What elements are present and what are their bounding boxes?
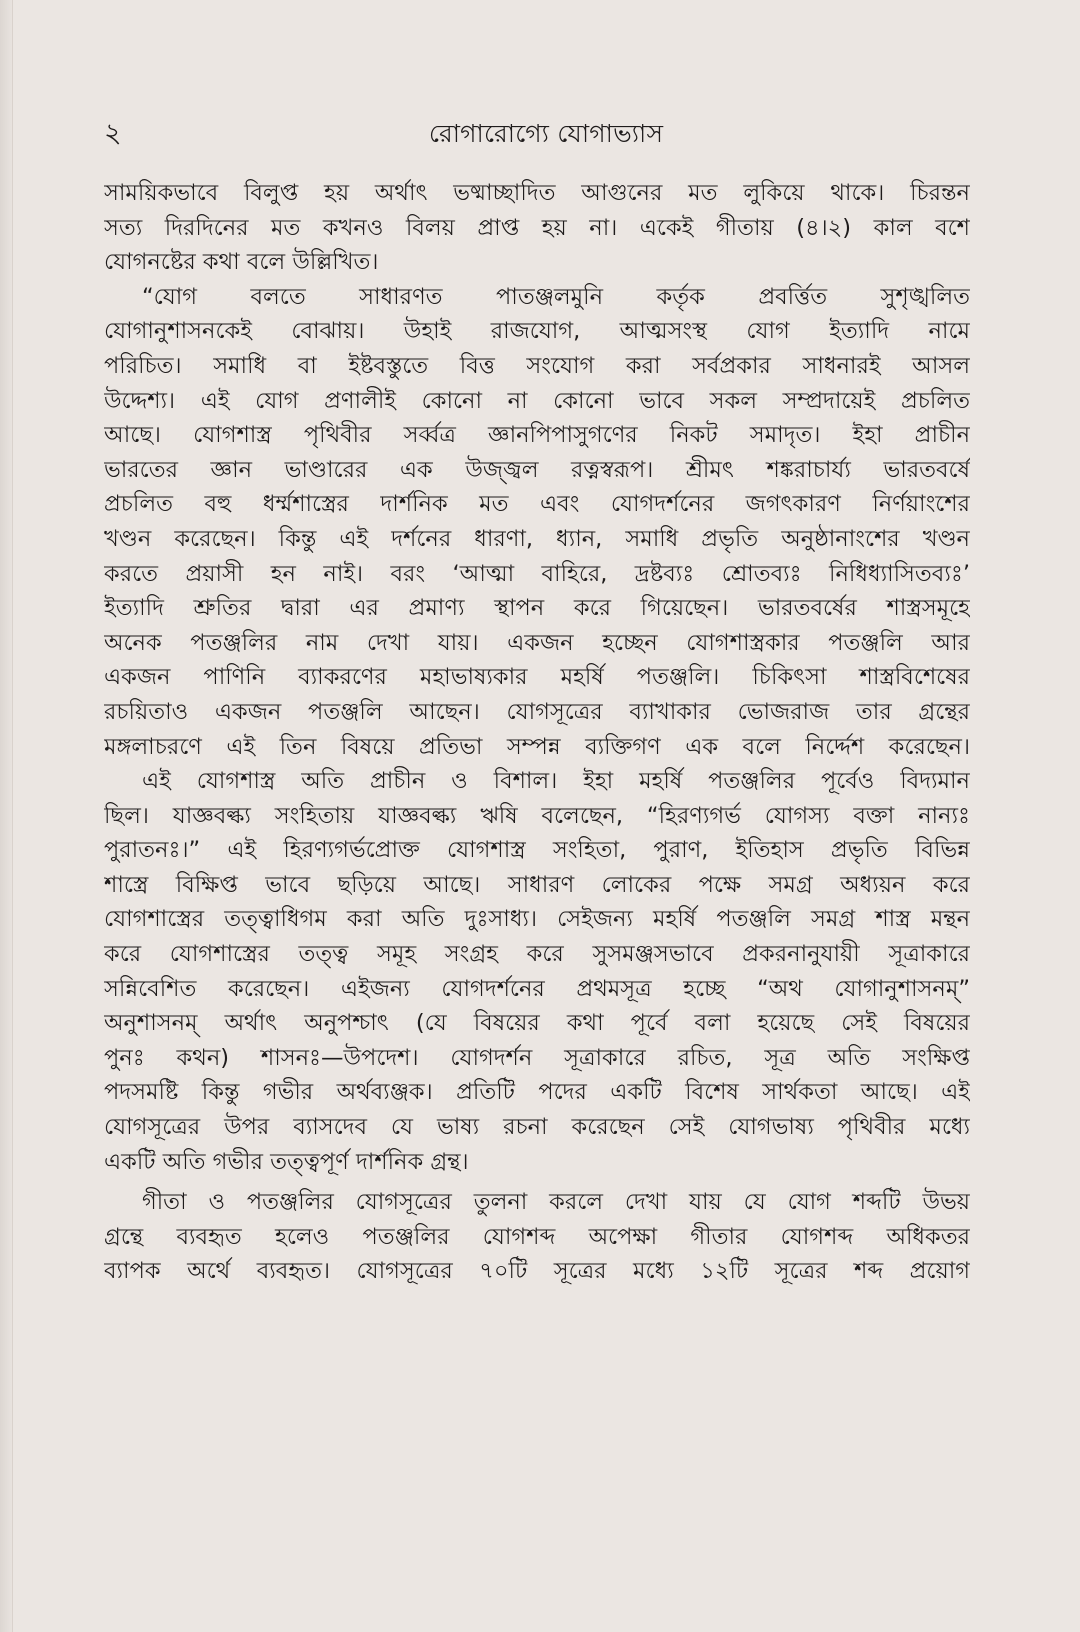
text-line: যোগসূত্রের উপর ব্যাসদেব যে ভাষ্য রচনা করেছেন সেই যোগভাষ্য পৃথিবীর মধ্যে: [104, 1114, 970, 1141]
text-line: সন্নিবেশিত করেছেন। এইজন্য যোগদর্শনের প্রথমসূত্র হচ্ছে “অথ যোগানুশাসনম্”: [104, 975, 970, 1002]
text-line: পরিচিত। সমাধি বা ইষ্টবস্তুতে বিত্ত সংযোগ করা সর্বপ্রকার সাধনারই আসল: [104, 352, 970, 379]
text-line: উদ্দেশ্য। এই যোগ প্রণালীই কোনো না কোনো ভাবে সকল সম্প্রদায়েই প্রচলিত: [104, 387, 970, 414]
text-line: করে যোগশাস্ত্রের তত্ত্ব সমূহ সংগ্রহ করে সুসমঞ্জসভাবে প্রকরনানুযায়ী সূত্রাকারে: [104, 941, 970, 968]
text-line: ভারতের জ্ঞান ভাণ্ডারের এক উজ্জ্বল রত্নস্বরূপ। শ্রীমৎ শঙ্করাচার্য্য ভারতবর্ষে: [104, 456, 970, 483]
text-line: একজন পাণিনি ব্যাকরণের মহাভাষ্যকার মহর্ষি পতঞ্জলি। চিকিৎসা শাস্ত্রবিশেষের: [104, 664, 970, 691]
text-line: গীতা ও পতঞ্জলির যোগসূত্রের তুলনা করলে দেখা যায় যে যোগ শব্দটি উভয়: [142, 1189, 970, 1216]
text-line: এই যোগশাস্ত্র অতি প্রাচীন ও বিশাল। ইহা মহর্ষি পতঞ্জলির পূর্বেও বিদ্যমান: [142, 768, 970, 795]
text-line: “যোগ বলতে সাধারণত পাতঞ্জলমুনি কর্তৃক প্রবর্ত্তিত সুশৃঙ্খলিত: [142, 283, 970, 310]
text-line: যোগনষ্টের কথা বলে উল্লিখিত।: [104, 249, 379, 276]
text-line: অনুশাসনম্ অর্থাৎ অনুপশ্চাৎ (যে বিষয়ের কথা পূর্বে বলা হয়েছে সেই বিষয়ের: [104, 1010, 970, 1037]
page-number: ২: [104, 118, 122, 149]
page-header: [104, 114, 970, 154]
text-line: মঙ্গলাচরণে এই তিন বিষয়ে প্রতিভা সম্পন্ন ব্যক্তিগণ এক বলে নির্দ্দেশ করেছেন।: [104, 733, 970, 760]
paragraph: [104, 280, 970, 764]
text-line: যোগশাস্ত্রের তত্ত্বাধিগম করা অতি দুঃসাধ্য। সেইজন্য মহর্ষি পতঞ্জলি সমগ্র শাস্ত্র মন্থন: [104, 906, 970, 933]
text-line: সত্য দিরদিনের মত কখনও বিলয় প্রাপ্ত হয় না। একেই গীতায় (৪।২) কাল বশে: [104, 214, 970, 241]
text-line: আছে। যোগশাস্ত্র পৃথিবীর সর্ব্বত্র জ্ঞানপিপাসুগণের নিকট সমাদৃত। ইহা প্রাচীন: [104, 422, 970, 449]
page-spine-edge: [0, 0, 13, 1632]
text-line: করতে প্রয়াসী হন নাই। বরং ‘আত্মা বাহিরে, দ্রষ্টব্যঃ শ্রোতব্যঃ নিধিধ্যাসিতব্যঃ’: [104, 560, 970, 587]
text-line: পদসমষ্টি কিন্তু গভীর অর্থব্যঞ্জক। প্রতিটি পদের একটি বিশেষ সার্থকতা আছে। এই: [104, 1079, 970, 1106]
text-line: রচয়িতাও একজন পতঞ্জলি আছেন। যোগসূত্রের ব্যাখাকার ভোজরাজ তার গ্রন্থের: [104, 698, 970, 725]
text-line: সাময়িকভাবে বিলুপ্ত হয় অর্থাৎ ভষ্মাচ্ছাদিত আগুনের মত লুকিয়ে থাকে। চিরন্তন: [104, 180, 970, 206]
text-line: প্রচলিত বহু ধর্ম্মশাস্ত্রের দার্শনিক মত এবং যোগদর্শনের জগৎকারণ নির্ণয়াংশের: [104, 491, 970, 518]
text-line: ব্যাপক অর্থে ব্যবহৃত। যোগসূত্রের ৭০টি সূত্রের মধ্যে ১২টি সূত্রের শব্দ প্রয়োগ: [104, 1258, 970, 1285]
text-line: পুরাতনঃ।” এই হিরণ্যগর্ভপ্রোক্ত যোগশাস্ত্র সংহিতা, পুরাণ, ইতিহাস প্রভৃতি বিভিন্ন: [104, 837, 970, 864]
text-line: পুনঃ কথন) শাসনঃ—উপদেশ। যোগদর্শন সূত্রাকারে রচিত, সূত্র অতি সংক্ষিপ্ত: [104, 1044, 970, 1071]
text-line: খণ্ডন করেছেন। কিন্তু এই দর্শনের ধারণা, ধ্যান, সমাধি প্রভৃতি অনুষ্ঠানাংশের খণ্ডন: [104, 525, 970, 552]
paragraph: [104, 176, 970, 280]
paragraph: [104, 764, 970, 1179]
text-line: শাস্ত্রে বিক্ষিপ্ত ভাবে ছড়িয়ে আছে। সাধারণ লোকের পক্ষে সমগ্র অধ্যয়ন করে: [104, 871, 970, 898]
paragraph: [104, 1185, 970, 1289]
text-line: অনেক পতঞ্জলির নাম দেখা যায়। একজন হচ্ছেন যোগশাস্ত্রকার পতঞ্জলি আর: [104, 629, 970, 656]
running-title: রোগারোগ্যে যোগাভ্যাস: [428, 119, 664, 148]
text-line: ছিল। যাজ্ঞবল্ক্য সংহিতায় যাজ্ঞবল্ক্য ঋষি বলেছেন, “হিরণ্যগর্ভ যোগস্য বক্তা নান্যঃ: [104, 802, 970, 829]
text-line: গ্রন্থে ব্যবহৃত হলেও পতঞ্জলির যোগশব্দ অপেক্ষা গীতার যোগশব্দ অধিকতর: [104, 1223, 970, 1250]
body-text: [104, 176, 970, 1289]
text-line: ইত্যাদি শ্রুতির দ্বারা এর প্রমাণ্য স্থাপন করে গিয়েছেন। ভারতবর্ষের শাস্ত্রসমূহে: [104, 595, 970, 622]
text-line: যোগানুশাসনকেই বোঝায়। উহাই রাজযোগ, আত্মসংস্থ যোগ ইত্যাদি নামে: [104, 318, 970, 345]
text-line: একটি অতি গভীর তত্ত্বপূর্ণ দার্শনিক গ্রন্থ।: [104, 1148, 469, 1175]
book-page: [104, 0, 970, 1632]
